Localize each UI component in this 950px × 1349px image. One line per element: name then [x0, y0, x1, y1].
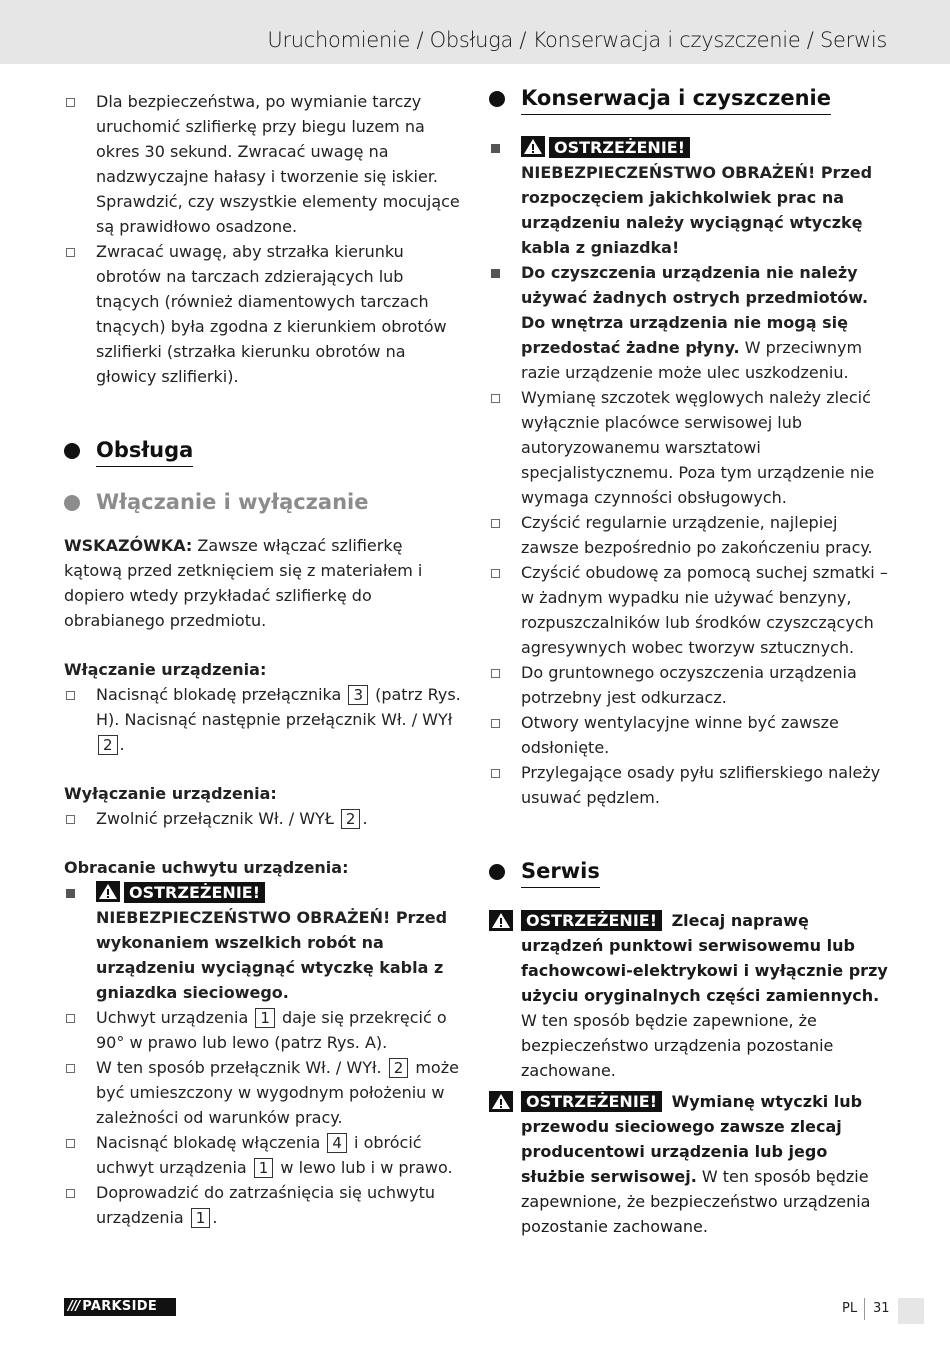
checkbox-bullet-icon: [66, 248, 75, 257]
checkbox-bullet-icon: [491, 769, 500, 778]
list-item: Otwory wentylacyjne winne być zawsze odsłonięte.: [489, 710, 889, 760]
section-heading-obsluga: Obsługa: [64, 435, 464, 467]
rotate-title: Obracanie uchwytu urządzenia:: [64, 858, 349, 877]
list-item: Do czyszczenia urządzenia nie należy używać żadnych ostrych przedmiotów. Do wnętrza urządzenia nie mogą się przedostać żadne płyny. W przeciwnym razie urządzenie może ulec uszkodzeniu.: [489, 260, 889, 385]
right-column: [489, 86, 889, 1239]
reference-number: 1: [254, 1158, 274, 1178]
reference-number: 4: [327, 1133, 347, 1153]
list-item: Wymianę szczotek węglowych należy zlecić wyłącznie placówce serwisowej lub autoryzowanemu warsztatowi specjalistycznemu. Poza tym urządzenie nie wymaga czynności obsługowych.: [489, 385, 889, 510]
list-item: Przylegające osady pyłu szlifierskiego należy usuwać pędzlem.: [489, 760, 889, 810]
page-number: 31: [873, 1301, 890, 1316]
reference-number: 3: [348, 685, 368, 705]
switch-on-title: Włączanie urządzenia:: [64, 660, 267, 679]
checkbox-bullet-icon: [491, 719, 500, 728]
bullet-dot-icon: [489, 864, 505, 880]
square-bullet-icon: [491, 269, 500, 278]
section-heading-konserwacja: Konserwacja i czyszczenie: [489, 83, 889, 115]
warning-badge: OSTRZEŻENIE!: [549, 137, 690, 158]
list-item: Doprowadzić do zatrzaśnięcia się uchwytu urządzenia 1 .: [64, 1180, 464, 1230]
bullet-dot-icon: [64, 443, 80, 459]
footer-tab-box: [898, 1298, 924, 1324]
warning-item: OSTRZEŻENIE! NIEBEZPIECZEŃSTWO OBRAŻEŃ! Przed wykonaniem wszelkich robót na urządzeniu wyciągnąć wtyczkę kabla z gniazdka sieciowego.: [64, 880, 464, 1005]
list-item: W ten sposób przełącznik Wł. / WYł. 2 może być umieszczony w wygodnym położeniu w zależności od warunków pracy.: [64, 1055, 464, 1130]
checkbox-bullet-icon: [491, 669, 500, 678]
list-item: Do gruntownego oczyszczenia urządzenia potrzebny jest odkurzacz.: [489, 660, 889, 710]
checkbox-bullet-icon: [66, 815, 75, 824]
service-warning-2: OSTRZEŻENIE! Wymianę wtyczki lub przewodu sieciowego zawsze zlecaj producentowi urządzenia lub jego służbie serwisowej. W ten sposób będzie zapewnione, że bezpieczeństwo urządzenia pozostanie zachowane.: [489, 1089, 889, 1239]
checkbox-bullet-icon: [491, 394, 500, 403]
checkbox-bullet-icon: [66, 691, 75, 700]
square-bullet-icon: [491, 144, 500, 153]
left-column: [64, 86, 464, 1230]
reference-number: 1: [255, 1008, 275, 1028]
checkbox-bullet-icon: [491, 519, 500, 528]
reference-number: 2: [98, 735, 118, 755]
checkbox-bullet-icon: [66, 1189, 75, 1198]
bullet-dot-icon: [489, 91, 505, 107]
list-item: Zwracać uwagę, aby strzałka kierunku obrotów na tarczach zdzierających lub tnących (również diamentowych tarczach tnących) była zgodna z kierunkiem obrotów szlifierki (strzałka kierunku obrotów na głowicy szlifierki).: [64, 239, 464, 389]
square-bullet-icon: [66, 889, 75, 898]
reference-number: 1: [191, 1208, 211, 1228]
checkbox-bullet-icon: [66, 1014, 75, 1023]
footer-divider: [864, 1298, 865, 1320]
warning-item: OSTRZEŻENIE! NIEBEZPIECZEŃSTWO OBRAŻEŃ! Przed rozpoczęciem jakichkolwiek prac na urządzeniu należy wyciągnąć wtyczkę kabla z gniazdka!: [489, 135, 889, 260]
list-item: Czyścić obudowę za pomocą suchej szmatki – w żadnym wypadku nie używać benzyny, rozpuszczalników lub środków czyszczących agresywnych wobec tworzyw sztucznych.: [489, 560, 889, 660]
reference-number: 2: [341, 809, 361, 829]
section-heading-serwis: Serwis: [489, 856, 889, 888]
note-paragraph: WSKAZÓWKA: Zawsze włączać szlifierkę kątową przed zetknięciem się z materiałem i dopiero wtedy przykładać szlifierkę do obrabianego przedmiotu.: [64, 536, 423, 630]
warning-triangle-icon: [489, 1091, 513, 1112]
service-warning-1: OSTRZEŻENIE! Zlecaj naprawę urządzeń punktowi serwisowemu lub fachowcowi-elektrykowi i wyłącznie przy użyciu oryginalnych części zamiennych. W ten sposób będzie zapewnione, że bezpieczeństwo urządzenia pozostanie zachowane.: [489, 908, 889, 1083]
warning-badge: OSTRZEŻENIE!: [521, 910, 662, 931]
warning-triangle-icon: [96, 881, 120, 902]
bullet-dot-icon: [64, 495, 80, 511]
checkbox-bullet-icon: [66, 98, 75, 107]
switch-off-title: Wyłączanie urządzenia:: [64, 784, 277, 803]
list-item: Zwolnić przełącznik Wł. / WYŁ 2 .: [64, 806, 464, 831]
checkbox-bullet-icon: [66, 1139, 75, 1148]
list-item: Uchwyt urządzenia 1 daje się przekręcić o 90° w prawo lub lewo (patrz Rys. A).: [64, 1005, 464, 1055]
header-band: [0, 0, 950, 64]
parkside-logo: /// PARKSIDE: [64, 1298, 176, 1316]
warning-triangle-icon: [521, 136, 545, 157]
subsection-heading-wlaczanie: Włączanie i wyłączanie: [64, 487, 464, 517]
checkbox-bullet-icon: [66, 1064, 75, 1073]
list-item: Nacisnąć blokadę przełącznika 3 (patrz Rys. H). Nacisnąć następnie przełącznik Wł. / WYł 2 .: [64, 682, 464, 757]
list-item: Czyścić regularnie urządzenie, najlepiej zawsze bezpośrednio po zakończeniu pracy.: [489, 510, 889, 560]
list-item: Dla bezpieczeństwa, po wymianie tarczy uruchomić szlifierkę przy biegu luzem na okres 30 sekund. Zwracać uwagę na nadzwyczajne hałasy i tworzenie się iskier. Sprawdzić, czy wszystkie elementy mocujące są prawidłowo osadzone.: [64, 89, 464, 239]
reference-number: 2: [389, 1058, 409, 1078]
checkbox-bullet-icon: [491, 569, 500, 578]
list-item: Nacisnąć blokadę włączenia 4 i obrócić uchwyt urządzenia 1 w lewo lub i w prawo.: [64, 1130, 464, 1180]
page-title: Uruchomienie / Obsługa / Konserwacja i czyszczenie / Serwis: [267, 28, 887, 52]
warning-triangle-icon: [489, 910, 513, 931]
warning-badge: OSTRZEŻENIE!: [521, 1091, 662, 1112]
language-code: PL: [842, 1301, 858, 1316]
warning-badge: OSTRZEŻENIE!: [124, 882, 265, 903]
